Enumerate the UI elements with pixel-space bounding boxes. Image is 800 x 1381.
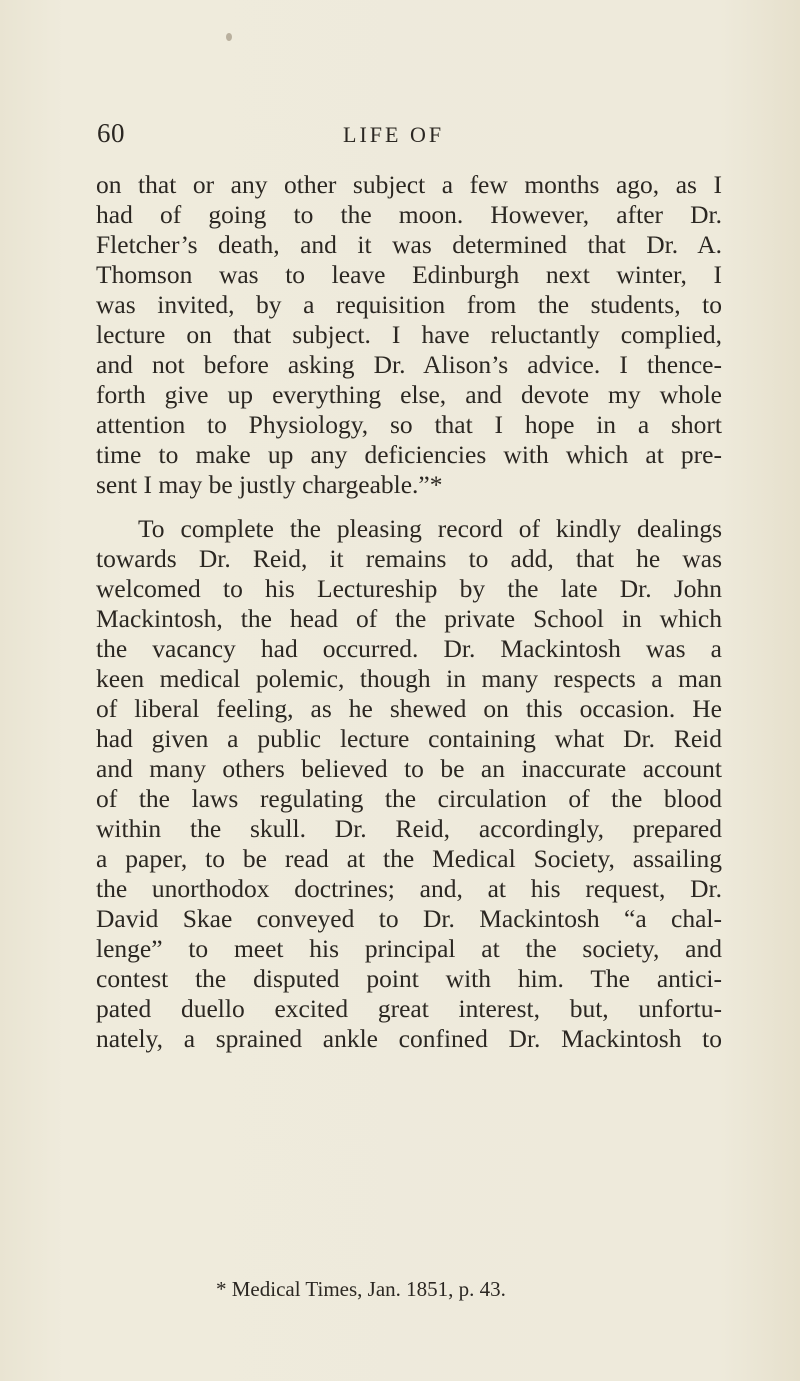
text-line: had of going to the moon. However, after Dr. (96, 200, 722, 229)
text-line: of liberal feeling, as he shewed on this occasion. He (96, 694, 722, 723)
text-line: had given a public lecture containing what Dr. Reid (96, 724, 722, 753)
text-line: Fletcher’s death, and it was determined that Dr. A. (96, 230, 722, 259)
footnote: * Medical Times, Jan. 1851, p. 43. (216, 1277, 506, 1301)
text-line: To complete the pleasing record of kindly dealings (138, 514, 722, 543)
text-line: Thomson was to leave Edinburgh next winter, I (96, 260, 722, 289)
text-line: a paper, to be read at the Medical Society, assailing (96, 844, 722, 873)
text-line: was invited, by a requisition from the students, to (96, 290, 722, 319)
text-line: attention to Physiology, so that I hope in a short (96, 410, 722, 439)
text-line: within the skull. Dr. Reid, accordingly, prepared (96, 814, 722, 843)
text-line: the vacancy had occurred. Dr. Mackintosh was a (96, 634, 722, 663)
text-line: of the laws regulating the circulation of the blood (96, 784, 722, 813)
text-line: time to make up any deficiencies with which at pre- (96, 440, 722, 469)
text-line: sent I may be justly chargeable.”* (96, 470, 443, 499)
text-line: the unorthodox doctrines; and, at his request, Dr. (96, 874, 722, 903)
text-line: welcomed to his Lectureship by the late Dr. John (96, 574, 722, 603)
text-line: contest the disputed point with him. The antici- (96, 964, 722, 993)
text-line: nately, a sprained ankle confined Dr. Mackintosh to (96, 1024, 722, 1053)
text-line: and many others believed to be an inaccurate account (96, 754, 722, 783)
text-line: pated duello excited great interest, but, unfortu- (96, 994, 722, 1023)
page-header (0, 118, 800, 158)
text-line: lecture on that subject. I have reluctantly complied, (96, 320, 722, 349)
text-line: forth give up everything else, and devote my whole (96, 380, 722, 409)
page-number: 60 (97, 118, 125, 148)
text-line: towards Dr. Reid, it remains to add, that he was (96, 544, 722, 573)
text-line: keen medical polemic, though in many respects a man (96, 664, 722, 693)
running-head: LIFE OF (343, 122, 445, 147)
text-line: David Skae conveyed to Dr. Mackintosh “a chal- (96, 904, 722, 933)
text-line: and not before asking Dr. Alison’s advice. I thence- (96, 350, 722, 379)
text-line: Mackintosh, the head of the private School in which (96, 604, 722, 633)
text-line: lenge” to meet his principal at the society, and (96, 934, 722, 963)
text-line: on that or any other subject a few months ago, as I (96, 170, 722, 199)
paper-blemish (226, 33, 232, 41)
